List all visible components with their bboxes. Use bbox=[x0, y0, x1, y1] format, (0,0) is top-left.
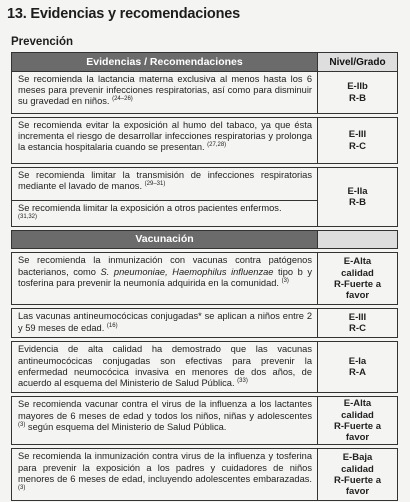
evidence-text: Se recomienda la lactancia materna exclusiva al menos hasta los 6 meses para prevenir infecciones respiratorias, así como para disminuir su gravedad en niños. bbox=[18, 74, 312, 107]
level-line: E-Baja bbox=[342, 452, 373, 464]
level-line: R-B bbox=[349, 197, 366, 209]
reference-number: (29–31) bbox=[144, 181, 166, 188]
evidence-text: Se recomienda vacunar contra el virus de la influenza a los lactantes mayores de 6 meses de edad y todos los niños, niñas y adolescentes bbox=[18, 399, 312, 421]
evidence-text: según esquema del Ministerio de Salud Pública. bbox=[25, 421, 227, 432]
level-line: E-III bbox=[348, 312, 367, 323]
evidence-cell bbox=[12, 253, 318, 305]
reference-number: (3) bbox=[18, 421, 26, 428]
level-line: favor bbox=[345, 432, 370, 444]
level-cell bbox=[318, 118, 398, 164]
level-line: R-A bbox=[349, 367, 366, 379]
evidence-text: Se recomienda la inmunización con vacunas contra patógenos bacterianos, como bbox=[18, 255, 312, 277]
evidence-text: Se recomienda limitar la exposición a otros pacientes enfermos. bbox=[18, 203, 282, 213]
table-row bbox=[12, 342, 398, 393]
level-cell bbox=[318, 72, 398, 114]
section-title: 13. Evidencias y recomendaciones bbox=[7, 6, 240, 22]
reference-number: (31,32) bbox=[18, 214, 38, 221]
pathogen-names: S. pneumoniae, Haemophilus influenzae bbox=[100, 266, 274, 277]
evidence-text: Evidencia de alta calidad ha demostrado que las vacunas antineumocócicas conjugadas son efectivas para prevenir la enfermedad neumocócica invasiva en menores de dos años, de acuerdo al esquema del Ministerio de Salud Pública. bbox=[18, 344, 312, 389]
table-row bbox=[12, 309, 398, 338]
level-line: E-Alta bbox=[343, 398, 372, 410]
level-line: R-B bbox=[349, 92, 366, 104]
level-line: E-Ia bbox=[348, 356, 367, 367]
level-line: R-C bbox=[349, 140, 366, 152]
reference-number: (24–26) bbox=[112, 96, 133, 103]
evidence-cell bbox=[12, 309, 318, 338]
table-row bbox=[12, 449, 398, 501]
evidence-cell bbox=[12, 397, 318, 445]
evidence-text: tipo b y tosferina para prevenir la neumonía adquirida en la comunidad. bbox=[18, 266, 313, 288]
reference-number: (3) bbox=[281, 277, 289, 284]
level-cell bbox=[318, 309, 398, 338]
level-line: calidad bbox=[341, 409, 374, 421]
level-line: favor bbox=[345, 290, 370, 302]
level-cell bbox=[318, 342, 398, 393]
level-line: E-III bbox=[348, 129, 367, 141]
evidence-cell bbox=[12, 449, 318, 501]
level-line: favor bbox=[345, 486, 370, 498]
table-row bbox=[12, 72, 398, 114]
header-evidence: Evidencias / Recomendaciones bbox=[12, 53, 318, 72]
table-row bbox=[12, 397, 398, 445]
evidence-text: Se recomienda la inmunización contra virus de la influenza y tosferina para prevenir la exposición a los padres y cuidadores de niños menores de 6 meses de edad, incluyendo adolescentes embarazadas. bbox=[18, 451, 312, 484]
subsection-title: Prevención bbox=[11, 36, 73, 48]
reference-number: (27,28) bbox=[207, 142, 227, 149]
level-line: R-Fuerte a bbox=[334, 474, 381, 486]
vaccination-header-side bbox=[318, 231, 398, 249]
level-line: E-IIa bbox=[347, 185, 368, 197]
evidence-text: Se recomienda limitar la transmisión de infecciones respiratorias mediante el lavado de manos. bbox=[18, 170, 312, 192]
evidence-cell bbox=[12, 201, 318, 227]
vaccination-header: Vacunación bbox=[12, 231, 318, 249]
header-level: Nivel/Grado bbox=[318, 53, 398, 72]
evidence-cell bbox=[12, 168, 318, 201]
level-cell bbox=[318, 449, 398, 501]
table-row bbox=[12, 253, 398, 305]
level-cell bbox=[318, 397, 398, 445]
level-line: R-Fuerte a bbox=[334, 278, 381, 290]
level-line: calidad bbox=[341, 267, 374, 279]
level-cell bbox=[318, 168, 398, 227]
level-line: E-Alta bbox=[343, 256, 372, 268]
level-cell bbox=[318, 253, 398, 305]
evidence-cell bbox=[12, 342, 318, 393]
reference-number: (3) bbox=[18, 484, 26, 491]
evidence-cell bbox=[12, 72, 318, 114]
evidence-text: Se recomienda evitar la exposición al humo del tabaco, ya que ésta incrementa el riesgo de desarrollar infecciones respiratorias y prolonga la estancia hospitalaria cuando se presentan. bbox=[18, 120, 312, 153]
evidence-text: Las vacunas antineumocócicas conjugadas* se aplican a niños entre 2 y 59 meses de edad. bbox=[18, 311, 312, 333]
reference-number: (33) bbox=[237, 377, 248, 384]
table-header-row bbox=[12, 53, 398, 72]
table-row bbox=[12, 168, 398, 201]
level-line: R-Fuerte a bbox=[334, 420, 381, 432]
level-line: R-C bbox=[349, 323, 366, 335]
reference-number: (16) bbox=[106, 322, 118, 329]
evidence-cell bbox=[12, 118, 318, 164]
level-line: E-IIb bbox=[347, 81, 368, 93]
table-row bbox=[12, 118, 398, 164]
vaccination-header-row bbox=[12, 231, 398, 249]
evidence-table bbox=[11, 52, 398, 501]
level-line: calidad bbox=[341, 463, 374, 475]
